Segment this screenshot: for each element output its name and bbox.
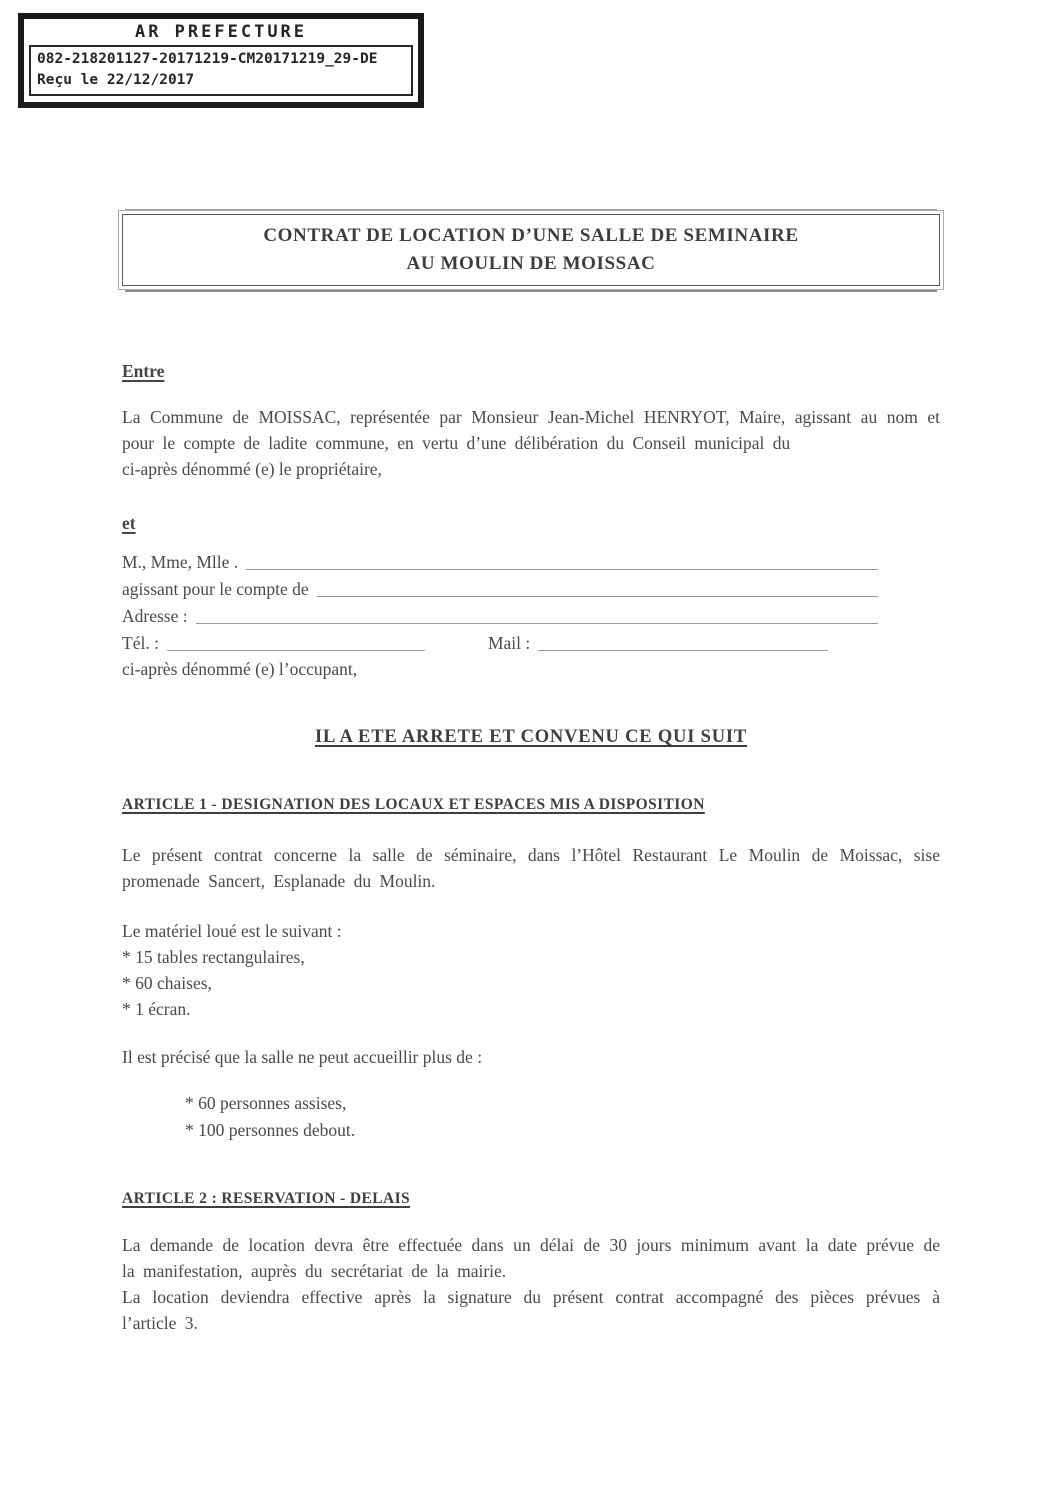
- occupant-form: [122, 548, 940, 682]
- article2-paragraphs: [122, 1232, 940, 1336]
- materials-list: [122, 918, 940, 1022]
- mail-blank-line: [538, 649, 828, 651]
- capacity-list: [122, 1090, 940, 1144]
- material-item: * 60 chaises,: [122, 973, 212, 993]
- name-blank-line: [246, 568, 878, 570]
- address-field-row: [122, 602, 940, 629]
- document-content: [122, 0, 940, 1336]
- contract-title-box: [122, 214, 940, 286]
- phone-blank-line: [167, 649, 425, 651]
- article1-paragraph: Le présent contrat concerne la salle de séminaire, dans l’Hôtel Restaurant Le Moulin de Moissac, sise promenade Sancert, Esplanade du Moulin.: [122, 845, 940, 891]
- behalf-field-row: [122, 575, 940, 602]
- article2-paragraph2: La location deviendra effective après la signature du présent contrat accompagné des pièces prévues à l’article 3.: [122, 1287, 940, 1333]
- capacity-item: * 100 personnes debout.: [185, 1120, 356, 1140]
- owner-paragraph: La Commune de MOISSAC, représentée par Monsieur Jean-Michel HENRYOT, Maire, agissant au nom et pour le compte de ladite commune, en vertu d’une délibération du Conseil municipal du: [122, 407, 940, 453]
- et-section-label: et: [122, 513, 136, 533]
- capacity-item: * 60 personnes assises,: [185, 1093, 347, 1113]
- occupant-designation: ci-après dénommé (e) l’occupant,: [122, 659, 358, 679]
- material-item: * 1 écran.: [122, 999, 191, 1019]
- contract-title-line1: CONTRAT DE LOCATION D’UNE SALLE DE SEMINAIRE: [263, 225, 799, 246]
- name-field-label: M., Mme, Mlle .: [122, 552, 239, 572]
- stamp-reference-number: 082-218201127-20171219-CM20171219_29-DE: [37, 51, 378, 67]
- contract-title-line2: AU MOULIN DE MOISSAC: [406, 253, 656, 274]
- material-item: * 15 tables rectangulaires,: [122, 947, 305, 967]
- materials-intro: Le matériel loué est le suivant :: [122, 921, 342, 941]
- phone-field-label: Tél. :: [122, 633, 159, 653]
- phone-mail-field-row: [122, 629, 940, 656]
- stamp-received-date: Reçu le 22/12/2017: [37, 72, 195, 88]
- mail-field-label: Mail :: [487, 633, 531, 653]
- behalf-field-label: agissant pour le compte de: [122, 579, 309, 599]
- capacity-intro: Il est précisé que la salle ne peut accueillir plus de :: [122, 1047, 483, 1067]
- entre-section-label: Entre: [122, 361, 165, 381]
- article1-heading: ARTICLE 1 - DESIGNATION DES LOCAUX ET ESPACES MIS A DISPOSITION: [122, 796, 705, 813]
- address-blank-line: [196, 622, 878, 624]
- name-field-row: [122, 548, 940, 575]
- article2-paragraph1: La demande de location devra être effectuée dans un délai de 30 jours minimum avant la date prévue de la manifestation, auprès du secrétariat de la mairie.: [122, 1235, 940, 1281]
- agreement-heading: IL A ETE ARRETE ET CONVENU CE QUI SUIT: [314, 727, 748, 747]
- stamp-title: AR PREFECTURE: [134, 22, 308, 42]
- article2-heading: ARTICLE 2 : RESERVATION - DELAIS: [122, 1190, 411, 1207]
- address-field-label: Adresse :: [122, 606, 188, 626]
- owner-designation: ci-après dénommé (e) le propriétaire,: [122, 459, 382, 479]
- behalf-blank-line: [317, 595, 878, 597]
